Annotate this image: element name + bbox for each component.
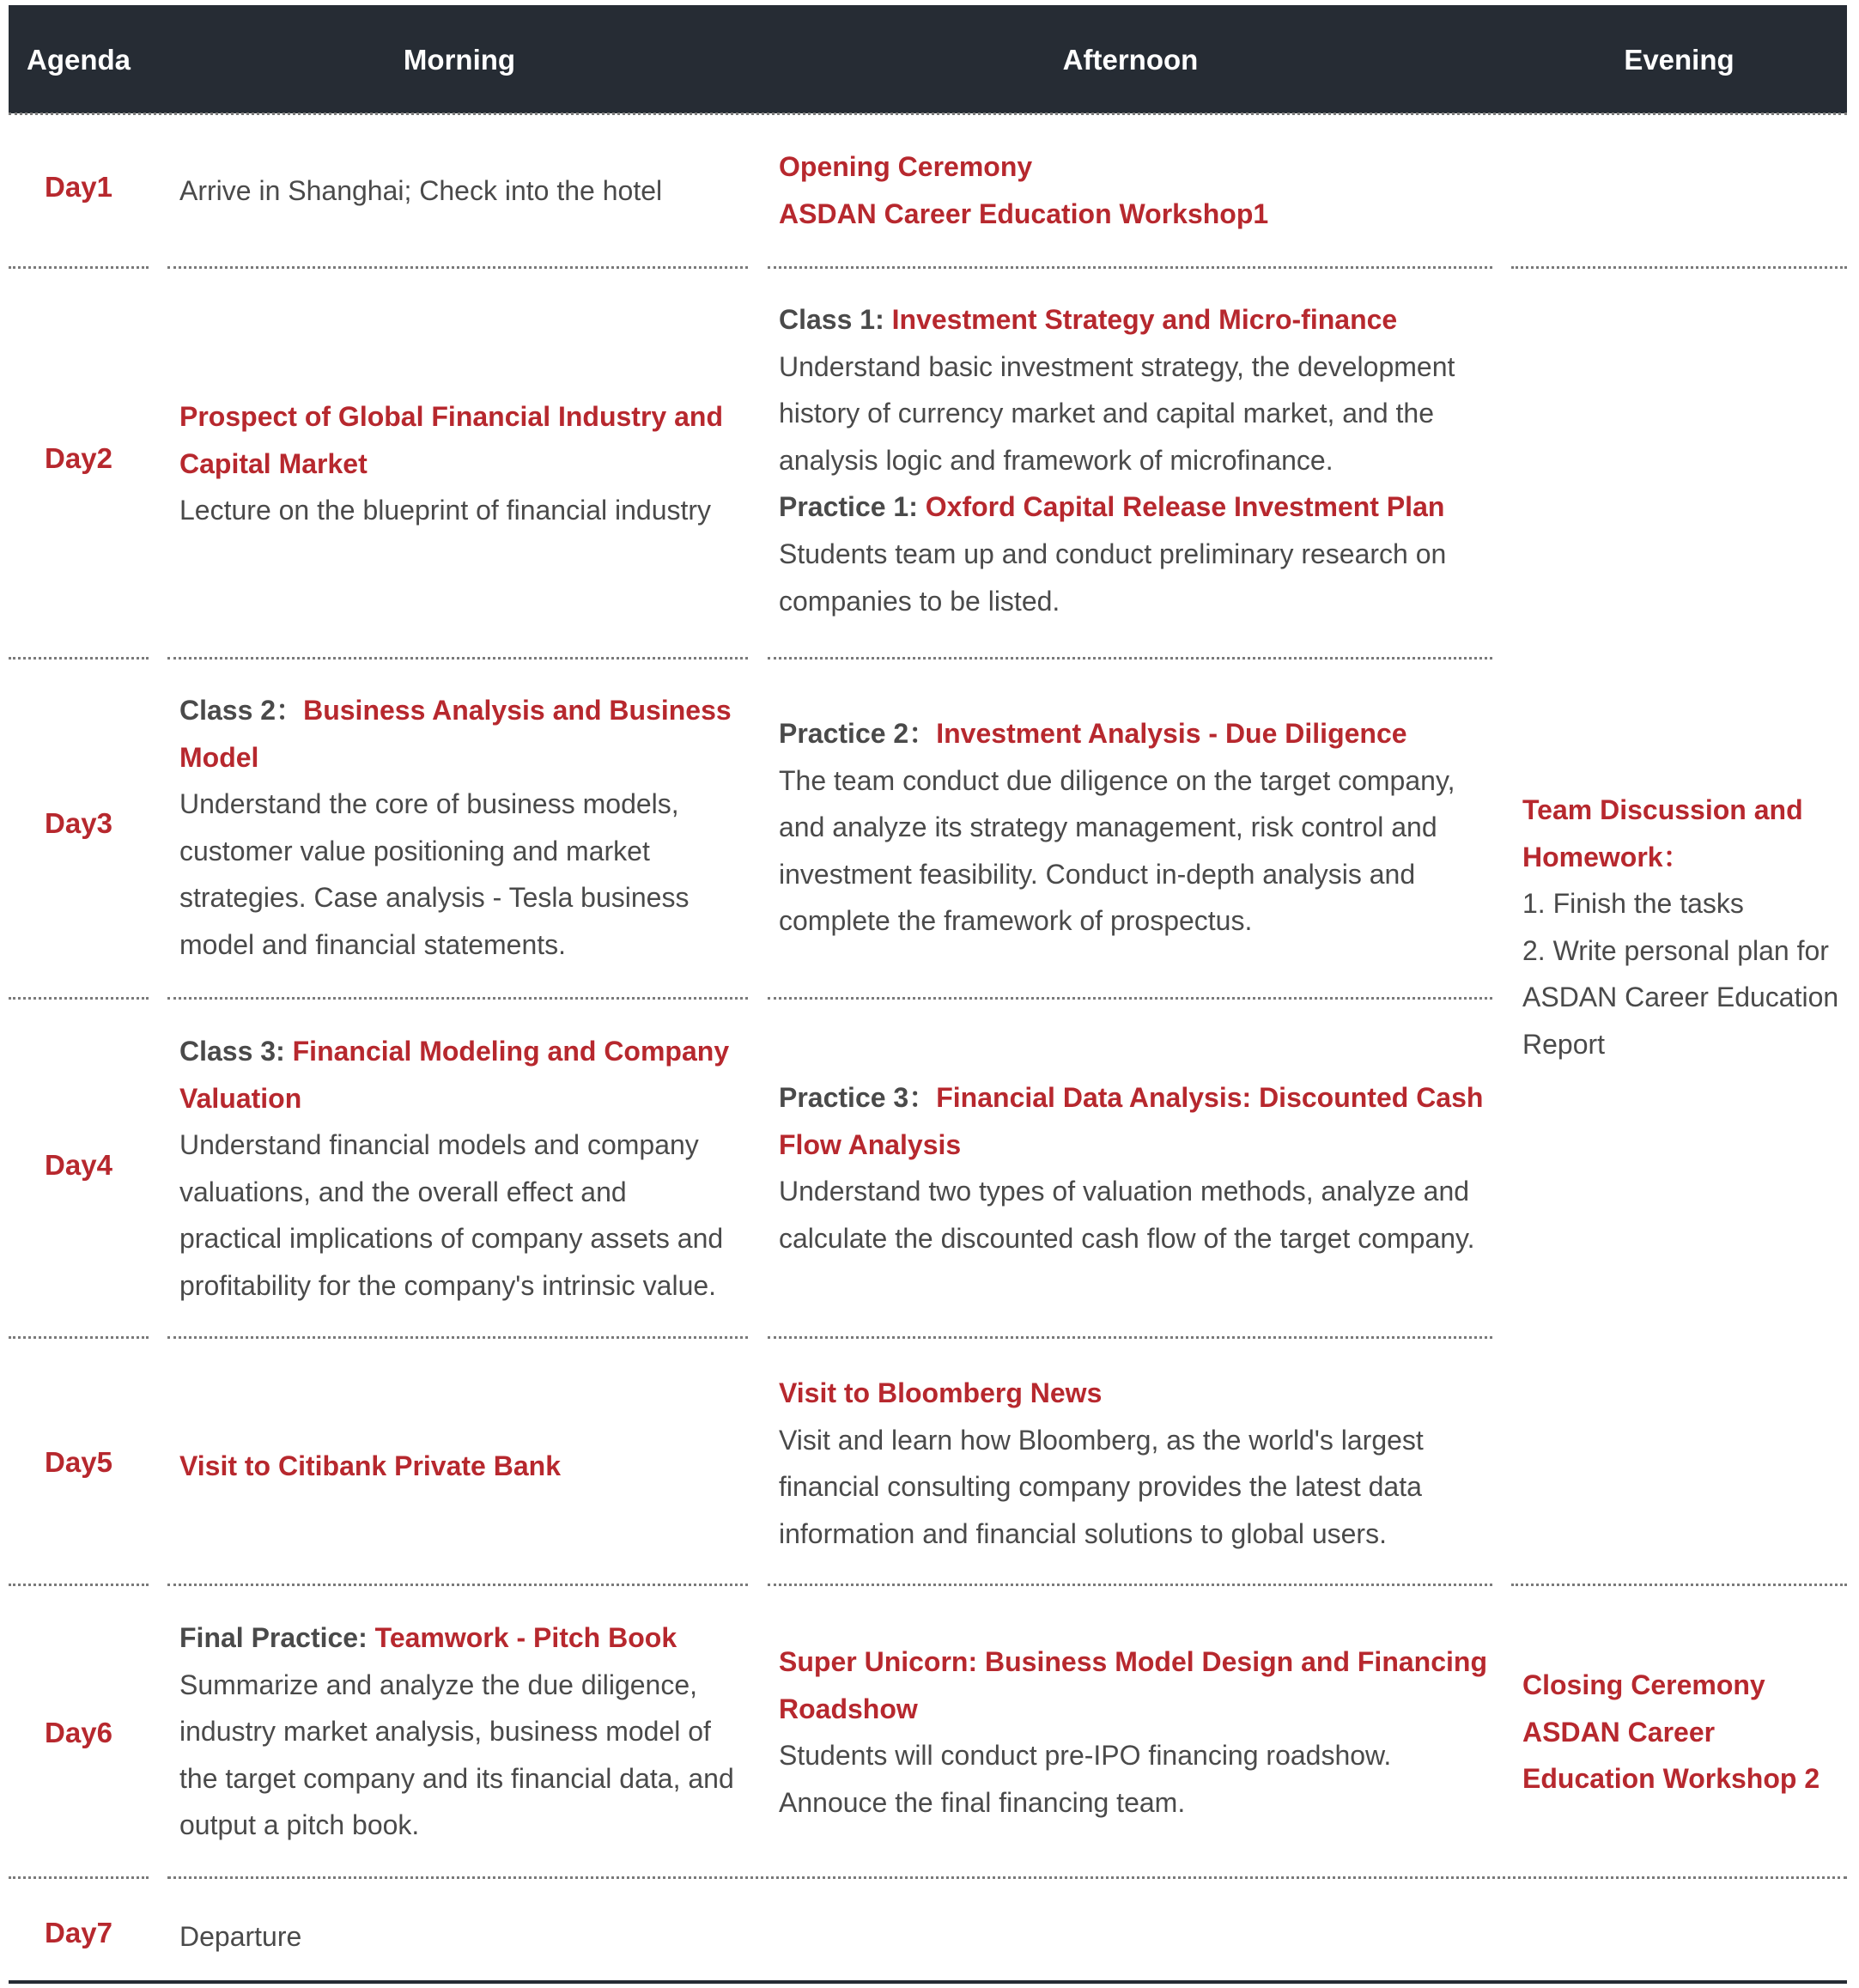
day5-afternoon-title: Visit to Bloomberg News	[779, 1377, 1103, 1408]
day6-evening-title: Education Workshop 2	[1522, 1763, 1820, 1795]
class-desc: Understand the core of business models,	[179, 788, 679, 820]
row-divider	[167, 1584, 748, 1586]
class-label: Class 2：	[179, 695, 304, 726]
table-bottom-border	[9, 1980, 1847, 1984]
class-title: Business Analysis and Business	[303, 695, 732, 726]
day7-morning-text: Departure	[179, 1921, 302, 1952]
row-divider	[167, 266, 748, 269]
day4-morning	[179, 1028, 729, 1310]
class-desc: profitability for the company's intrinsic value.	[179, 1269, 717, 1301]
practice-desc: the target company and its financial data, and	[179, 1762, 734, 1794]
header-evening: Evening	[1624, 44, 1734, 76]
row-divider	[9, 657, 149, 660]
practice-desc: and analyze its strategy management, risk control and	[779, 812, 1437, 843]
class-desc: valuations, and the overall effect and	[179, 1176, 627, 1207]
class-desc: Understand basic investment strategy, the development	[779, 350, 1455, 382]
row-divider	[768, 1336, 1492, 1339]
practice-label: Practice 1:	[779, 491, 926, 523]
practice-label: Practice 2：	[779, 718, 937, 749]
row-divider	[768, 657, 1492, 660]
day2-morning-title: Prospect of Global Financial Industry and	[179, 401, 723, 432]
class-desc: analysis logic and framework of microfinance.	[779, 444, 1333, 476]
day1-afternoon-title: Opening Ceremony	[779, 151, 1033, 182]
practice-title: Teamwork - Pitch Book	[374, 1622, 677, 1653]
day5-morning-title: Visit to Citibank Private Bank	[179, 1450, 561, 1481]
day6-afternoon-desc: Annouce the final financing team.	[779, 1786, 1186, 1818]
row-divider	[9, 266, 149, 269]
class-title: Investment Strategy and Micro-finance	[891, 304, 1398, 335]
practice-desc: The team conduct due diligence on the target company,	[779, 764, 1455, 796]
day6-morning	[179, 1614, 734, 1849]
row-divider	[167, 1336, 748, 1339]
day3-morning	[179, 687, 732, 969]
practice-desc: industry market analysis, business model of	[179, 1716, 711, 1748]
practice-title: Financial Data Analysis: Discounted Cash	[936, 1082, 1484, 1113]
practice-label: Practice 3：	[779, 1082, 937, 1113]
class-title: Valuation	[179, 1082, 302, 1114]
header-morning: Morning	[403, 44, 516, 76]
day-label: Day4	[45, 1149, 112, 1181]
evening-title: Team Discussion and	[1522, 794, 1803, 825]
day-label: Day6	[45, 1717, 112, 1748]
evening-item: 1. Finish the tasks	[1522, 888, 1744, 920]
class-label: Class 1:	[779, 304, 892, 335]
day5-morning	[179, 1443, 561, 1490]
day6-evening-title: Closing Ceremony	[1522, 1669, 1765, 1700]
class-title: Model	[179, 741, 259, 773]
day6-evening	[1522, 1662, 1820, 1803]
class-desc: model and financial statements.	[179, 928, 567, 960]
day4-afternoon	[779, 1074, 1483, 1261]
class-desc: customer value positioning and market	[179, 835, 650, 866]
practice-desc: calculate the discounted cash flow of the target company.	[779, 1222, 1475, 1254]
class-desc: history of currency market and capital market, and the	[779, 398, 1435, 429]
row-divider	[768, 997, 1492, 1000]
row-divider	[167, 657, 748, 660]
day-label: Day5	[45, 1446, 112, 1478]
row-divider	[1511, 266, 1847, 269]
class-desc: strategies. Case analysis - Tesla business	[179, 882, 690, 914]
day1-morning-text: Arrive in Shanghai; Check into the hotel	[179, 175, 663, 206]
row-divider	[768, 1584, 1492, 1586]
class-title: Financial Modeling and Company	[292, 1036, 730, 1067]
day6-afternoon-desc: Students will conduct pre-IPO financing roadshow.	[779, 1740, 1392, 1772]
header-agenda: Agenda	[26, 44, 131, 76]
day5-afternoon-desc: Visit and learn how Bloomberg, as the world's largest	[779, 1424, 1424, 1456]
row-divider	[768, 266, 1492, 269]
header-afternoon: Afternoon	[1062, 44, 1199, 76]
day3-4-evening	[1522, 787, 1838, 1068]
class-desc: practical implications of company assets and	[179, 1223, 724, 1255]
day6-afternoon-title: Super Unicorn: Business Model Design and Financing	[779, 1646, 1487, 1677]
practice-desc: Students team up and conduct preliminary research on	[779, 538, 1447, 569]
practice-title: Oxford Capital Release Investment Plan	[925, 491, 1445, 523]
practice-desc: Understand two types of valuation methods, analyze and	[779, 1176, 1470, 1207]
day2-morning-text: Lecture on the blueprint of financial industry	[179, 495, 712, 526]
practice-label: Final Practice:	[179, 1622, 375, 1653]
class-label: Class 3:	[179, 1036, 293, 1067]
day-label: Day3	[45, 807, 112, 839]
row-divider	[9, 997, 149, 1000]
day6-evening-title: ASDAN Career	[1522, 1716, 1716, 1748]
row-divider	[1511, 1584, 1847, 1586]
evening-item: 2. Write personal plan for	[1522, 934, 1829, 966]
practice-desc: Summarize and analyze the due diligence,	[179, 1669, 698, 1700]
practice-title: Flow Analysis	[779, 1128, 962, 1160]
evening-item: Report	[1522, 1028, 1606, 1060]
row-divider	[9, 1876, 149, 1879]
day-label: Day1	[45, 171, 112, 203]
day2-afternoon	[779, 296, 1455, 624]
row-divider	[9, 112, 1847, 115]
evening-title: Homework：	[1522, 841, 1691, 872]
practice-desc: investment feasibility. Conduct in-depth analysis and	[779, 858, 1416, 890]
day5-afternoon	[779, 1370, 1424, 1557]
class-desc: Understand financial models and company	[179, 1129, 699, 1161]
day1-afternoon-title: ASDAN Career Education Workshop1	[779, 198, 1269, 229]
row-divider	[167, 1876, 1847, 1879]
day6-afternoon-title: Roadshow	[779, 1693, 918, 1724]
day-label: Day7	[45, 1917, 112, 1948]
practice-desc: companies to be listed.	[779, 585, 1060, 617]
day1-morning	[179, 167, 662, 215]
day2-morning	[179, 393, 723, 534]
day-label: Day2	[45, 442, 112, 474]
row-divider	[167, 997, 748, 1000]
day7-morning	[179, 1913, 301, 1961]
practice-desc: complete the framework of prospectus.	[779, 905, 1253, 937]
practice-desc: output a pitch book.	[179, 1809, 420, 1841]
day6-afternoon	[779, 1638, 1487, 1826]
day2-morning-title: Capital Market	[179, 447, 368, 479]
row-divider	[9, 1336, 149, 1339]
day3-afternoon	[779, 710, 1455, 945]
day5-afternoon-desc: financial consulting company provides the latest data	[779, 1471, 1422, 1503]
practice-title: Investment Analysis - Due Diligence	[936, 718, 1407, 749]
evening-item: ASDAN Career Education	[1522, 982, 1839, 1013]
day5-afternoon-desc: information and financial solutions to global users.	[779, 1517, 1387, 1549]
row-divider	[9, 1584, 149, 1586]
day1-afternoon	[779, 143, 1268, 237]
